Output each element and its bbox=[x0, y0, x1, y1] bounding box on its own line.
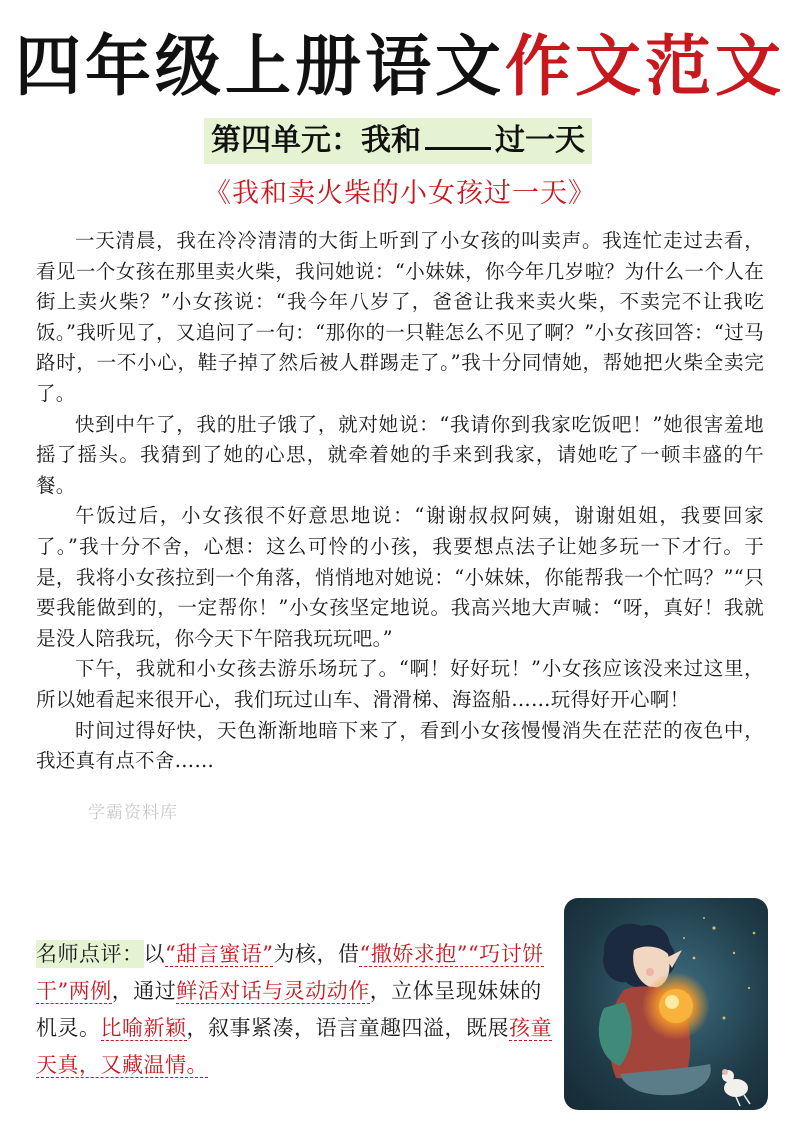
essay-paragraph: 一天清晨，我在冷冷清清的大街上听到了小女孩的叫卖声。我连忙走过去看，看见一个女孩在那里卖火柴，我问她说：“小妹妹，你今年几岁啦？为什么一个人在街上卖火柴？”小女孩说：“我今年八岁了，爸爸让我来卖火柴，不卖完不让我吃饭。”我听见了，又追问了一句：“那你的一只鞋怎么不见了啊？”小女孩回答：“过马路时，一不小心，鞋子掉了然后被人群踢走了。”我十分同情她，帮她把火柴全卖完了。 bbox=[36, 229, 764, 405]
essay-title: 《我和卖火柴的小女孩过一天》 bbox=[204, 178, 596, 209]
title-part-black: 四年级上册语文 bbox=[15, 28, 505, 105]
review-highlight: 孩童天真，又藏温情。 bbox=[36, 1016, 552, 1077]
review-text: ，通过 bbox=[111, 979, 177, 1003]
review-text: 以 bbox=[143, 942, 165, 966]
review-highlight: 鲜活对话与灵动动作 bbox=[176, 979, 370, 1003]
unit-title-blank bbox=[425, 121, 491, 150]
review-highlight: “甜言蜜语” bbox=[165, 942, 274, 966]
review-highlight: “撒娇求抱”“巧讨饼干”两例 bbox=[36, 942, 544, 1003]
review-text: ，立体呈现妹妹的机灵。 bbox=[36, 979, 542, 1040]
watermark: 学霸资料库 bbox=[88, 803, 178, 823]
matchgirl-illustration bbox=[564, 898, 768, 1110]
review-text: ，叙事紧凑，语言童趣四溢，既展 bbox=[186, 1016, 509, 1040]
review-text: 为核，借 bbox=[273, 942, 360, 966]
page-title bbox=[0, 22, 800, 112]
unit-title-prefix: 第四单元：我和 bbox=[211, 123, 421, 158]
essay-paragraph: 快到中午了，我的肚子饿了，就对她说：“我请你到我家吃饭吧！”她很害羞地摇了摇头。我猜到了她的心思，就牵着她的手来到我家，请她吃了一顿丰盛的午餐。 bbox=[36, 412, 764, 497]
essay-paragraph: 时间过得好快，天色渐渐地暗下来了，看到小女孩慢慢消失在茫茫的夜色中，我还真有点不舍…… bbox=[36, 718, 764, 773]
review-highlight: 比喻新颖 bbox=[100, 1016, 187, 1040]
unit-title-suffix: 过一天 bbox=[495, 123, 585, 158]
essay-paragraph: 午饭过后，小女孩很不好意思地说：“谢谢叔叔阿姨，谢谢姐姐，我要回家了。”我十分不舍，心想：这么可怜的小孩，我要想点法子让她多玩一下才行。于是，我将小女孩拉到一个角落，悄悄地对她说：“小妹妹，你能帮我一个忙吗？”“只要我能做到的，一定帮你！”小女孩坚定地说。我高兴地大声喊：“呀，真好！我就是没人陪我玩，你今天下午陪我玩玩吧。” bbox=[36, 504, 764, 650]
illustration-image bbox=[564, 898, 768, 1110]
essay-paragraph: 下午，我就和小女孩去游乐场玩了。“啊！好好玩！”小女孩应该没来过这里，所以她看起来很开心，我们玩过山车、滑滑梯、海盗船……玩得好开心啊！ bbox=[36, 657, 764, 711]
essay-body bbox=[36, 226, 764, 777]
teacher-review bbox=[36, 936, 556, 1084]
review-label: 名师点评： bbox=[36, 942, 144, 966]
title-part-red: 作文范文 bbox=[505, 28, 785, 105]
unit-title bbox=[204, 118, 592, 164]
